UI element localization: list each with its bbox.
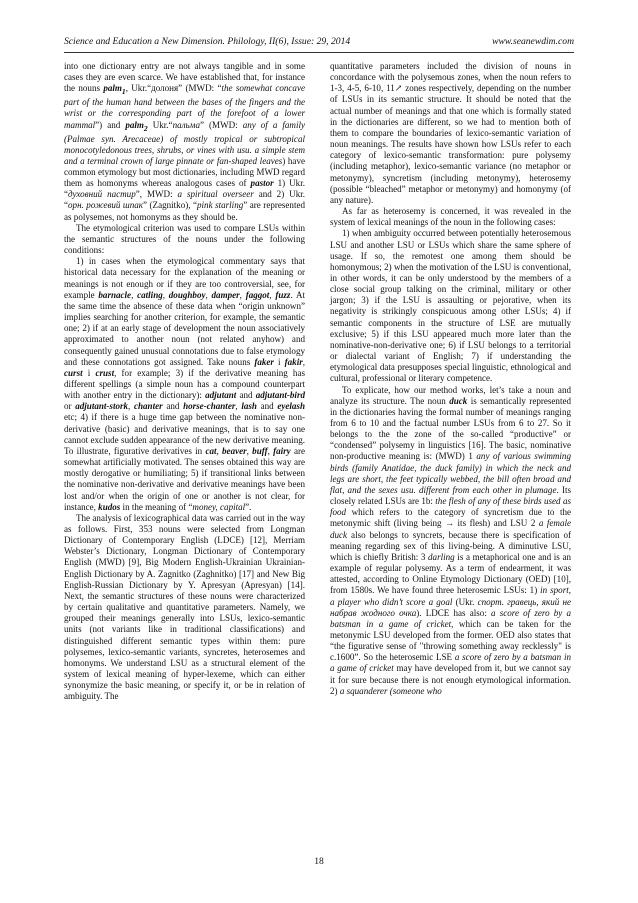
running-header (64, 36, 574, 50)
paragraph: into one dictionary entry are not always tangible and in some cases they are even scarce. We have established that, for instance the nouns palm$_1$, Ukr.“долоня” (MWD: “the somewhat concave part of the human hand between the bases of the fingers and the wrist or the corresponding part of the forefoot of a lower mammal”) and palm$_2$ Ukr.“пальма” (MWD: any of a family (Palmae syn. Arecaceae) of mostly tropical or subtropical monocotyledonous trees, shrubs, or vines with usu. a simple stem and a terminal crown of large pinnate or fan-shaped leaves) have common etymology but most dictionaries, including MWD regard them as homonyms whereas analogous cases of pastor 1) Ukr. “духовний пастир”, MWD: a spiritual overseer and 2) Ukr. “орн. рожевий шпак” (Zagnitko), “pink starling” are represented as polysemes, not homonyms as they should be. (64, 61, 305, 222)
page-number: 18 (314, 856, 324, 867)
paragraph: The analysis of lexicographical data was carried out in the way as follows. First, 353 nouns were selected from Longman Dictionary of Contemporary English (LDCE) [12], Merriam Webster’s Dictionary, Longman Dictionary of Contemporary English (MWD) [9], Big Modern English-Ukrainian Ukrainian-English Dictionary by A. Zagnitko (Zaghnitko) [17] and New Big English-Russian Dictionary by Y. Apresyan (Apresyan) [14]. Next, the semantic structures of these nouns were characterized by certain qualitative and quantitative parameters. Namely, we grouped their meanings generally into LSUs, lexico-semantic units (not variants like in traditional classifications) and distinguished different semantic types within them: pure polysemes, lexico-semantic variants, syncretes, heterosemes and homonyms. We understand LSU as a structural element of the system of lexical meaning of hyper-lexeme, which can either synonymize the basic meaning, or specify it, or be in relation of ambiguity. The (64, 512, 305, 702)
header-rule (64, 52, 574, 53)
paragraph: quantitative parameters included the division of nouns in concordance with the polysemous zones, when the noun refers to 1-3, 4-5, 6-10, 11↗ zones respectively, depending on the number of LSUs in its semantic structure. It should be noted that the actual number of meanings and that one which is formally stated in the dictionaries are different, so we had to mention both of them to compare the boundaries of lexico-semantic variation of noun meanings. The results have shown how LSUs refer to each category of lexico-semantic transformation: pure polysemy (including metaphor), lexico-semantic variance (no metaphor or metonymy), syncretism (including metonymy), heterosemy (possible “bleached” metaphor or metonymy) and homonymy (of any nature). (330, 61, 571, 205)
journal-title: Science and Education a New Dimension. Philology, II(6), Issue: 29, 2014 (64, 36, 351, 47)
journal-url: www.seanewdim.com (492, 36, 574, 47)
paragraph: To explicate, how our method works, let’s take a noun and analyze its structure. The noun duck is semantically represented in the dictionaries having the formal number of meanings ranging from 6 to 10 and the factual number LSUs from 6 to 27. So it belongs to the the zone of the so-called “productive” or “condensed” polysemy in linguistics [16]. The basic, nominative non-productive meaning is: (MWD) 1 any of various swimming birds (family Anatidae, the duck family) in which the neck and legs are short, the feet typically webbed, the bill often broad and flat, and the sexes usu. different from each other in plumage. Its closely related LSUs are 1b: the flesh of any of these birds used as food which refers to the category of syncretism due to the metonymic shift (living being → its flesh) and LSU 2 a female duck also belongs to syncrets, because there is specification of meaning regarding sex of this living-being. A diminutive LSU, which is chiefly British: 3 darling is a metaphorical one and is an example of regular polysemy. As a term of endearment, it was attested, according to Online Etymology Dictionary (OED) [10], from 1580s. We have found three heterosemic LSUs: 1) in sport, a player who didn’t score a goal (Ukr. спорт. гравець, який не набрав жодного очка). LDCE has also: a score of zero by a batsman in a game of cricket, which can be taken for the metonymic LSU developed from the former. OED also states that “the figurative sense of "throwing something away recklessly" is c.1600”. So the heterosemic LSE a score of zero by a batsman in a game of cricket may have developed from it, but we cannot say it for sure because there is not enough etymological information. 2) a squanderer (someone who (330, 384, 572, 696)
paragraph: 1) when ambiguity occurred between potentially heterosemous LSU and another LSU or LSUs which share the same sphere of usage. If so, the remotest one among them should be homonymous; 2) when the motivation of the LSU is conventional, in other words, it can be only understood by the members of a close social group talking on the criminal, military or other jargon; 3) if the LSU is assaulting or pejorative, when its negativity is strikingly conspicuous among other LSUs; 4) if semantic components in the structure of LSE are mutually exclusive; 5) if this LSU appeared much more later than the nominative-non-derivative one; 6) if LSU belongs to a territorial or dialectal variant of English; 7) if understanding the etymological data presupposes special linguistic, ethnological and cultural, professional or literary competence. (330, 228, 571, 384)
paragraph: As far as heterosemy is concerned, it was revealed in the system of lexical meanings of the noun in the following cases: (330, 206, 571, 228)
left-column (64, 61, 305, 703)
paragraph: The etymological criterion was used to compare LSUs within the semantic structures of the nouns under the following conditions: (64, 222, 305, 256)
paragraph: 1) in cases when the etymological commentary says that historical data necessary for the explanation of the meaning or meanings is not enough or if they are too controversial, see, for example barnacle, catling, doughboy, damper, faggot, fuzz. At the same time the absence of these data when “origin unknown” implies searching for another criterion, for example, the semantic one; 2) if at an early stage of development the noun associatively approximated to another noun (not related anyhow) and consequently gained unusual connotations due to false etymology and these connotations got assigned. Take nouns faker і fakir, curst і crust, for example; 3) if the derivative meaning has different spellings (a simple noun has a compound counterpart with another entry in the dictionary): adjutant and adjutant-bird or adjutant-stork, chanter and horse-chanter, lash and eyelash etc; 4) if there is a huge time gap between the nominative non-derivative (basic) and derivative meanings, that is to say one cannot exclude sudden appearance of the new derivative meaning. To illustrate, figurative derivatives in cat, beaver, buff, fairy are somewhat artificially motivated. The senses obtained this way are mostly derogative or humiliating; 5) if transitional links between the nominative non-derivative and derivative meanings have been lost and/or when the origin of one or another is not clear, for instance, kudos in the meaning of “money, capital”. (64, 256, 306, 512)
right-column (330, 61, 571, 697)
